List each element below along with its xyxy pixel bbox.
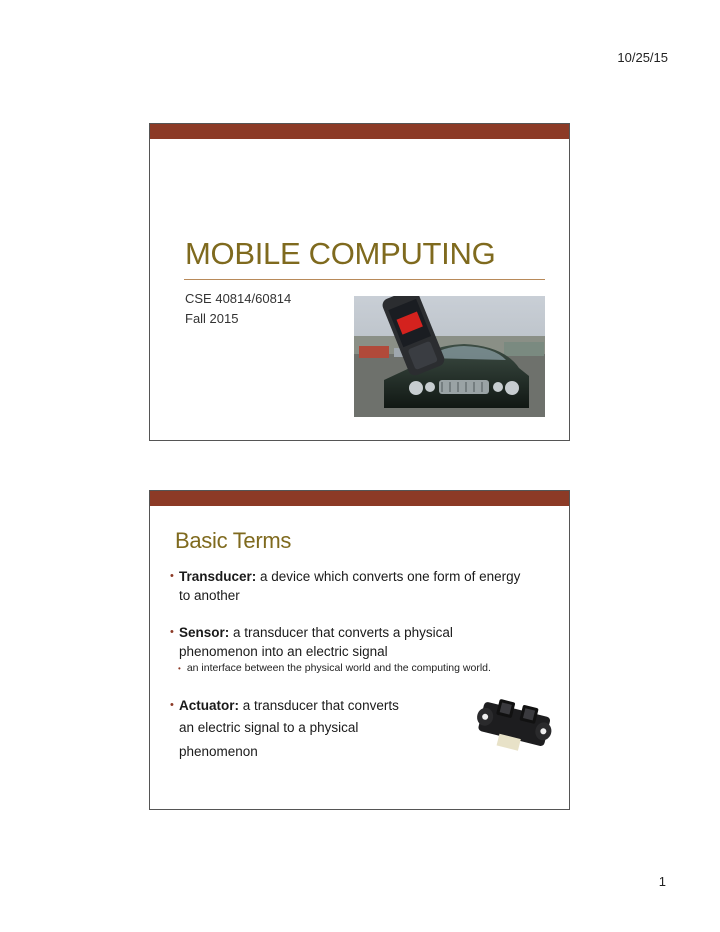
bullet-marker: •: [170, 699, 174, 711]
course-number: CSE 40814/60814: [185, 291, 292, 306]
bullet-marker: •: [170, 570, 174, 582]
definition-text: phenomenon: [179, 744, 258, 759]
slide-title: MOBILE COMPUTING: [185, 236, 496, 271]
definition-text: an electric signal to a physical: [179, 720, 359, 735]
slide-1: [149, 123, 570, 441]
definition-text: a transducer that converts a physical: [229, 625, 453, 640]
slide-accent-bar: [150, 491, 569, 506]
bullet-marker: •: [178, 664, 181, 673]
slide-accent-bar: [150, 124, 569, 139]
definition-text: phenomenon into an electric signal: [179, 644, 388, 659]
ir-distance-sensor-image: [472, 687, 557, 762]
term-label: Sensor:: [179, 625, 230, 640]
sub-bullet-text: an interface between the physical world and the computing world.: [186, 662, 491, 674]
definition-text: a device which converts one form of energy: [256, 569, 521, 584]
sub-bullet: [178, 662, 491, 674]
slide-2: [149, 490, 570, 810]
phone-and-car-photo: [354, 296, 545, 417]
term-label: Transducer:: [179, 569, 257, 584]
definition-text: a transducer that converts: [239, 698, 399, 713]
term-label: Actuator:: [179, 698, 239, 713]
slide-title: Basic Terms: [175, 528, 292, 553]
title-divider: [184, 279, 545, 280]
page-number: 1: [658, 874, 666, 889]
bullet-marker: •: [170, 626, 174, 638]
header-date: 10/25/15: [617, 50, 668, 65]
course-term: Fall 2015: [185, 311, 239, 326]
definition-text: to another: [179, 588, 240, 603]
